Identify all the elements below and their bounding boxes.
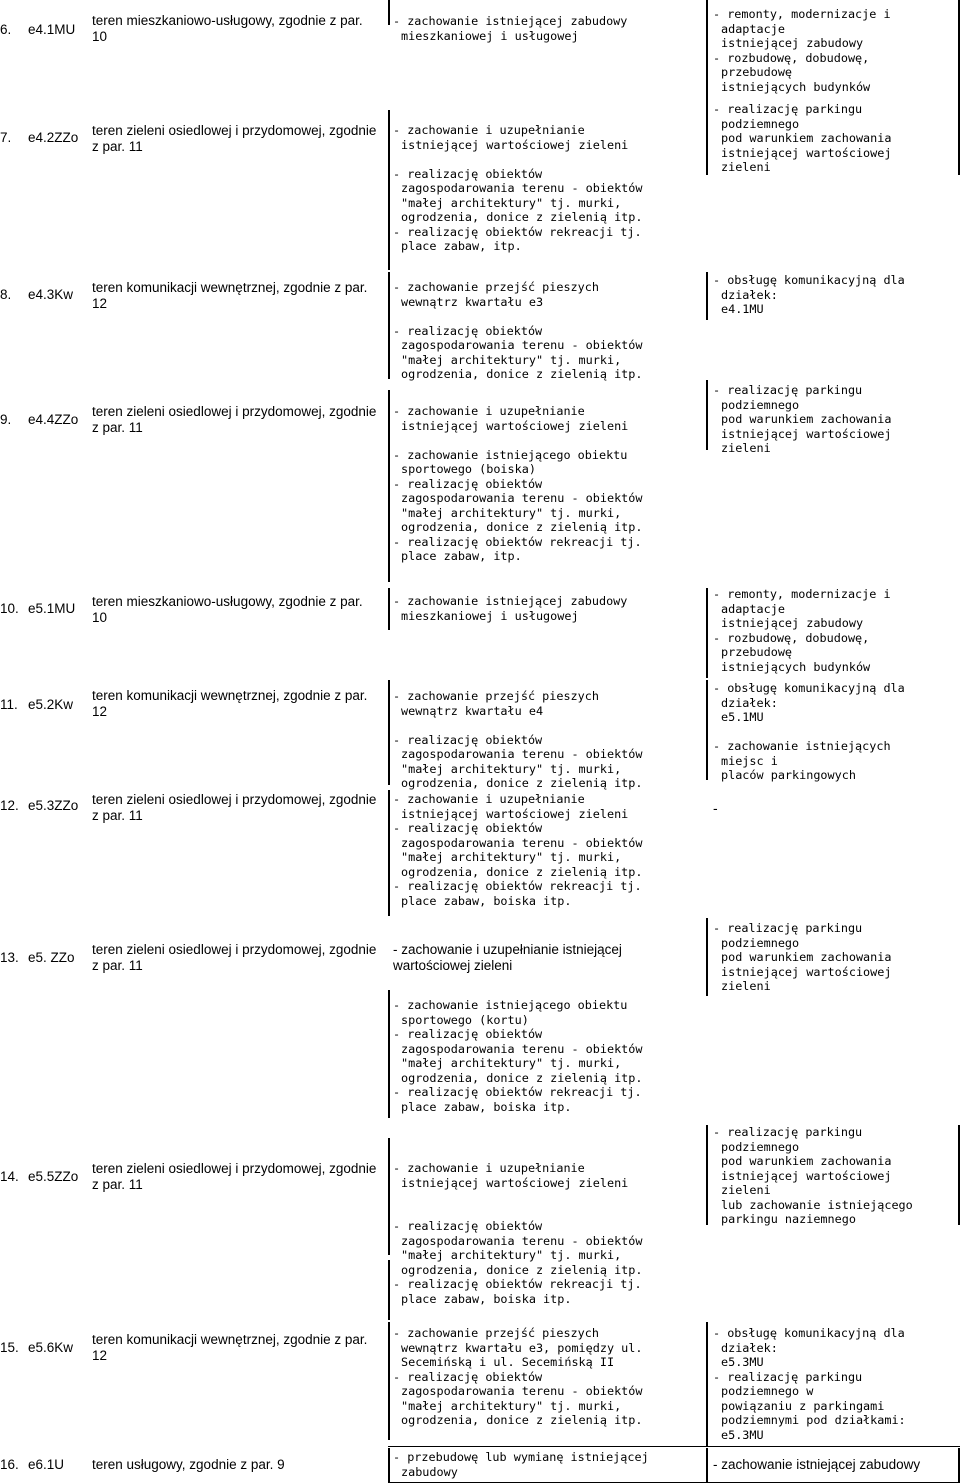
keep-line [393, 309, 698, 324]
keep-line [393, 433, 698, 448]
keep-line: - realizację obiektów rekreacji tj. [393, 224, 642, 239]
allow-cell [713, 273, 958, 317]
allow-cell-dash: - [713, 800, 718, 816]
keep-cell [393, 1161, 698, 1306]
allow-line: istniejącej wartościowej [721, 426, 892, 441]
keep-line: "małej architektury" tj. murki, [401, 1398, 622, 1413]
allow-line: pod warunkiem zachowania [721, 131, 892, 145]
keep-line: - realizację obiektów rekreacji tj. [393, 534, 642, 549]
allow-line: e5.3MU [721, 1355, 764, 1369]
row-number: 8. [0, 287, 12, 302]
keep-line: - realizację obiektów [393, 476, 543, 491]
allow-line: pod warunkiem zachowania [721, 412, 892, 426]
keep-line: wewnątrz kwartału e3 [401, 294, 544, 309]
area-symbol: e4.3Kw [28, 287, 74, 302]
land-use: teren zieleni osiedlowej i przydomowej, zgodnie z par. 11 [92, 942, 377, 973]
col-divider-1 [388, 110, 390, 270]
keep-line: sportowego (kortu) [401, 1012, 529, 1027]
keep-line: place zabaw, boiska itp. [401, 1291, 572, 1306]
allow-line: - obsługę komunikacyjną dla [713, 273, 905, 287]
keep-line: "małej architektury" tj. murki, [401, 761, 622, 776]
allow-line: istniejącej wartościowej [721, 964, 892, 979]
allow-line: działek: [721, 695, 778, 710]
allow-line: powiązaniu z parkingami [721, 1398, 885, 1413]
keep-line: wewnątrz kwartału e4 [401, 703, 544, 718]
keep-line: mieszkaniowej i usługowej [401, 28, 579, 43]
row-number: 15. [0, 1340, 19, 1355]
keep-line: - zachowanie i uzupełnianie [393, 792, 585, 806]
keep-line: zagospodarowania terenu - obiektów [401, 1233, 643, 1248]
allow-line: pod warunkiem zachowania [721, 1154, 892, 1168]
land-use: teren komunikacji wewnętrznej, zgodnie z par. 12 [92, 1332, 368, 1363]
col-divider-2 [706, 1448, 708, 1483]
keep-line: - zachowanie istniejącej zabudowy [393, 594, 628, 608]
allow-line: e4.1MU [721, 302, 764, 316]
col-divider-2 [706, 918, 708, 996]
col-divider-2 [706, 0, 708, 175]
allow-line: zieleni [721, 160, 771, 174]
area-symbol: e5.2Kw [28, 697, 74, 712]
keep-line: - realizację obiektów [393, 1027, 543, 1041]
land-use: teren zieleni osiedlowej i przydomowej, zgodnie z par. 11 [92, 404, 377, 435]
keep-cell [393, 998, 698, 1114]
keep-line: - zachowanie przejść pieszych [393, 280, 599, 294]
allow-line [713, 725, 958, 740]
keep-line: ogrodzenia, donice z zielenią itp. [401, 776, 643, 790]
keep-line: "małej architektury" tj. murki, [401, 505, 622, 520]
col-divider-2 [706, 1322, 708, 1447]
allow-line: podziemnego [721, 1139, 800, 1154]
allow-line: przebudowę [721, 645, 793, 659]
keep-line: - zachowanie istniejącego obiektu [393, 447, 628, 462]
col-divider-1 [388, 680, 390, 785]
keep-line: - zachowanie i uzupełnianie [393, 1161, 585, 1175]
area-symbol: e4.4ZZo [28, 412, 79, 427]
allow-cell [713, 681, 958, 783]
row-number: 16. [0, 1457, 19, 1472]
keep-line: place zabaw, boiska itp. [401, 893, 572, 908]
keep-line: - zachowanie i uzupełnianie [393, 404, 585, 418]
allow-cell [713, 102, 958, 175]
allow-line: miejsc i [721, 753, 778, 768]
keep-line [393, 718, 698, 733]
allow-line: - obsługę komunikacyjną dla [713, 1326, 905, 1340]
keep-line: "małej architektury" tj. murki, [401, 195, 622, 210]
row-number: 6. [0, 22, 12, 37]
col-divider-2 [706, 272, 708, 320]
keep-line: zagospodarowania terenu - obiektów [401, 1384, 643, 1398]
row-border [388, 1446, 960, 1447]
allow-line: - realizację parkingu [713, 383, 863, 397]
keep-line: ogrodzenia, donice z zielenią itp. [401, 1413, 643, 1427]
col-divider-1 [388, 390, 390, 582]
allow-line: istniejącej wartościowej [721, 145, 892, 160]
allow-line: adaptacje [721, 601, 785, 616]
area-symbol: e6.1U [28, 1457, 65, 1472]
allow-line: - realizację parkingu [713, 921, 863, 935]
allow-line: podziemnego w [721, 1384, 814, 1398]
allow-line: - realizację parkingu [713, 102, 863, 116]
keep-cell [393, 1326, 698, 1428]
allow-line: - remonty, modernizacje i [713, 587, 891, 601]
keep-line: ogrodzenia, donice z zielenią itp. [401, 1070, 643, 1085]
col-divider-1 [388, 1322, 390, 1440]
allow-line: - realizację parkingu [713, 1369, 863, 1384]
keep-line: - zachowanie i uzupełnianie [393, 123, 585, 137]
keep-cell [393, 594, 698, 623]
allow-line: adaptacje [721, 21, 785, 36]
row-number: 7. [0, 130, 12, 145]
keep-cell [393, 404, 698, 564]
col-divider-1 [388, 1138, 390, 1255]
col-divider-1 [388, 790, 390, 916]
keep-line: zagospodarowania terenu - obiektów [401, 747, 643, 761]
allow-line: podziemnymi pod działkami: [721, 1413, 906, 1427]
allow-line: zieleni [721, 1183, 771, 1197]
allow-line: pod warunkiem zachowania [721, 950, 892, 964]
keep-line: - zachowanie istniejącej zabudowy [393, 14, 628, 28]
allow-line: istniejącej zabudowy [721, 36, 864, 50]
allow-line: - obsługę komunikacyjną dla [713, 681, 905, 695]
keep-line: zagospodarowania terenu - obiektów [401, 338, 643, 352]
keep-line [393, 1190, 698, 1205]
allow-cell [713, 921, 958, 994]
row-number: 9. [0, 412, 12, 427]
keep-line: - realizację obiektów [393, 323, 543, 338]
row-number: 13. [0, 950, 19, 965]
allow-line: - rozbudowę, dobudowę, [713, 50, 870, 65]
keep-line: wewnątrz kwartału e3, pomiędzy ul. [401, 1340, 643, 1355]
allow-cell [713, 383, 958, 456]
allow-line: parkingu naziemnego [721, 1212, 856, 1226]
keep-line: place zabaw, itp. [401, 549, 522, 563]
area-symbol: e5.5ZZo [28, 1169, 79, 1184]
allow-line: podziemnego [721, 935, 800, 950]
col-divider-2 [706, 1125, 708, 1225]
keep-line: - realizację obiektów rekreacji tj. [393, 879, 642, 893]
allow-line: lub zachowanie istniejącego [721, 1197, 913, 1212]
area-symbol: e4.1MU [28, 22, 76, 37]
keep-cell [393, 792, 698, 908]
keep-line [393, 1205, 698, 1220]
allow-line: podziemnego [721, 397, 800, 412]
land-use: teren komunikacji wewnętrznej, zgodnie z par. 12 [92, 280, 368, 311]
area-symbol: e5.3ZZo [28, 798, 79, 813]
keep-line: - zachowanie przejść pieszych [393, 689, 599, 703]
keep-cell [393, 123, 698, 254]
keep-line: - realizację obiektów [393, 732, 543, 747]
allow-line: - zachowanie istniejących [713, 739, 891, 753]
land-use: teren zieleni osiedlowej i przydomowej, zgodnie z par. 11 [92, 1161, 377, 1192]
area-symbol: e5. ZZo [28, 950, 75, 965]
allow-line: zieleni [721, 441, 771, 455]
keep-line: "małej architektury" tj. murki, [401, 352, 622, 367]
row-number: 10. [0, 601, 19, 616]
keep-line: - realizację obiektów rekreacji tj. [393, 1277, 642, 1291]
keep-line: sportowego (boiska) [401, 462, 536, 476]
keep-line: - realizację obiektów [393, 821, 543, 835]
keep-line: - realizację obiektów [393, 166, 543, 181]
keep-line: ogrodzenia, donice z zielenią itp. [401, 210, 643, 224]
allow-line: istniejących budynków [721, 79, 871, 94]
allow-line: istniejącej zabudowy [721, 616, 864, 630]
keep-line: mieszkaniowej i usługowej [401, 608, 579, 623]
col-divider-1 [388, 272, 390, 379]
col-divider-2 [706, 588, 708, 678]
keep-line: place zabaw, itp. [401, 239, 522, 253]
allow-line: istniejących budynków [721, 659, 871, 674]
keep-line: istniejącej wartościowej zieleni [401, 418, 629, 433]
keep-line: zabudowy [401, 1464, 458, 1479]
keep-line: - przebudowę lub wymianę istniejącej [393, 1450, 649, 1464]
land-use: teren usługowy, zgodnie z par. 9 [92, 1457, 285, 1472]
keep-cell [393, 280, 698, 382]
col-divider-1 [388, 1260, 390, 1320]
keep-line: istniejącej wartościowej zieleni [401, 1175, 629, 1190]
allow-cell [713, 7, 958, 94]
keep-line: ogrodzenia, donice z zielenią itp. [401, 1262, 643, 1277]
keep-line: ogrodzenia, donice z zielenią itp. [401, 520, 643, 534]
allow-line: - rozbudowę, dobudowę, [713, 630, 870, 645]
keep-line: ogrodzenia, donice z zielenią itp. [401, 367, 643, 381]
allow-line: przebudowę [721, 65, 793, 79]
keep-line: - realizację obiektów [393, 1369, 543, 1384]
col-divider-1 [388, 990, 390, 1118]
land-use: teren komunikacji wewnętrznej, zgodnie z par. 12 [92, 688, 368, 719]
land-use: teren zieleni osiedlowej i przydomowej, zgodnie z par. 11 [92, 123, 377, 154]
keep-line: - realizację obiektów rekreacji tj. [393, 1085, 642, 1099]
keep-line: zagospodarowania terenu - obiektów [401, 181, 643, 195]
keep-line: "małej architektury" tj. murki, [401, 850, 622, 864]
keep-cell [393, 14, 698, 43]
land-use: teren mieszkaniowo-usługowy, zgodnie z par. 10 [92, 594, 363, 625]
keep-line: place zabaw, boiska itp. [401, 1099, 572, 1114]
area-symbol: e5.1MU [28, 601, 76, 616]
keep-cell [393, 1450, 698, 1479]
allow-line: działek: [721, 287, 778, 302]
keep-cell [393, 689, 698, 791]
keep-line: zagospodarowania terenu - obiektów [401, 491, 643, 505]
col-divider-1 [388, 588, 390, 630]
keep-line: zagospodarowania terenu - obiektów [401, 1041, 643, 1056]
row-number: 11. [0, 697, 18, 712]
allow-line: zieleni [721, 979, 771, 993]
keep-line: ogrodzenia, donice z zielenią itp. [401, 864, 643, 879]
col-divider-2 [706, 680, 708, 780]
keep-line: Secemińską i ul. Secemińską II [401, 1355, 615, 1369]
row-number: 12. [0, 798, 19, 813]
keep-line: - realizację obiektów [393, 1219, 543, 1233]
keep-line: istniejącej wartościowej zieleni [401, 806, 629, 821]
allow-line: e5.1MU [721, 710, 764, 724]
land-use: teren zieleni osiedlowej i przydomowej, zgodnie z par. 11 [92, 792, 377, 823]
area-symbol: e5.6Kw [28, 1340, 74, 1355]
allow-line: - realizację parkingu [713, 1125, 863, 1139]
keep-cell-sans: - zachowanie i uzupełnianie istniejącej wartościowej zieleni [393, 942, 622, 973]
keep-line [393, 152, 698, 167]
keep-line: istniejącej wartościowej zieleni [401, 137, 629, 152]
allow-cell-sans: - zachowanie istniejącej zabudowy [713, 1457, 921, 1472]
land-use: teren mieszkaniowo-usługowy, zgodnie z par. 10 [92, 13, 363, 44]
row-number: 14. [0, 1169, 19, 1184]
keep-line: - zachowanie przejść pieszych [393, 1326, 599, 1340]
col-divider-2 [706, 380, 708, 450]
allow-cell [713, 1125, 958, 1227]
allow-line: istniejącej wartościowej [721, 1168, 892, 1183]
keep-line: "małej architektury" tj. murki, [401, 1056, 622, 1070]
allow-line: - remonty, modernizacje i [713, 7, 891, 21]
allow-line: e5.3MU [721, 1427, 764, 1442]
allow-line: podziemnego [721, 116, 800, 131]
col-divider-1 [388, 0, 390, 25]
keep-line: - zachowanie istniejącego obiektu [393, 998, 628, 1012]
allow-line: działek: [721, 1340, 778, 1355]
keep-line: zagospodarowania terenu - obiektów [401, 835, 643, 850]
allow-cell [713, 587, 958, 674]
allow-line: placów parkingowych [721, 768, 856, 782]
keep-line: "małej architektury" tj. murki, [401, 1248, 622, 1262]
area-symbol: e4.2ZZo [28, 130, 79, 145]
allow-cell [713, 1326, 958, 1442]
